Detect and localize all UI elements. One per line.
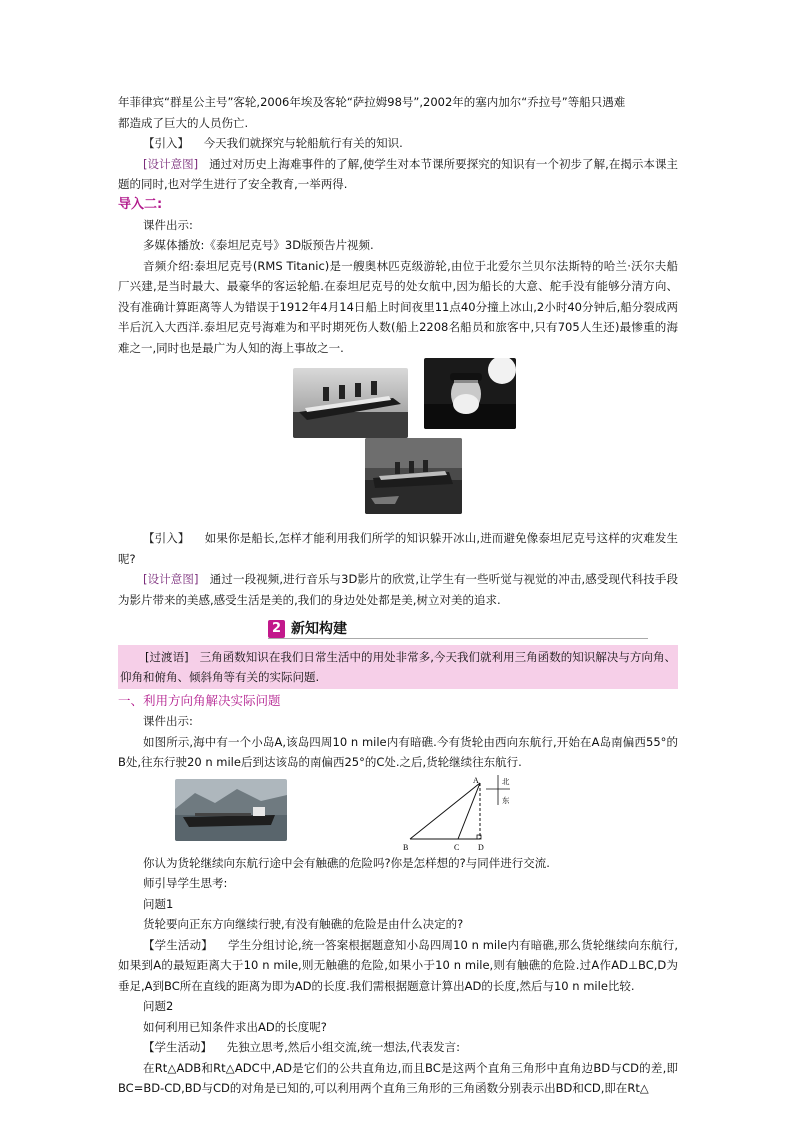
student-activity-text: 先独立思考,然后小组交流,统一想法,代表发言:: [226, 1040, 460, 1054]
audio-intro-paragraph: 音频介绍:泰坦尼克号(RMS Titanic)是一艘奥林匹克级游轮,由位于北爱尔兰贝尔法斯特的哈兰·沃尔夫船厂兴建,是当时最大、最豪华的客运轮船.在泰坦尼克号的处女航中,因为船长的大意、舵手没有能够分清方向、没有准确计算距离等人为错误于1912年4月14日船上时间夜里11点40分撞上冰山,2小时40分钟后,船分裂成两半后沉入大西洋.泰坦尼克号海难为和平时期死伤人数(船上2208名船员和旅客中,只有705人生还)最惨重的海难之一,同时也是最广为人知的海上事故之一.: [118, 258, 678, 355]
paragraph-line: 年菲律宾“群星公主号”客轮,2006年埃及客轮“萨拉姆98号”,2002年的塞内加尔“乔拉号”等船只遇难: [118, 95, 626, 109]
problem-paragraph: 如图所示,海中有一个小岛A,该岛四周10 n mile内有暗礁.今有货轮由西向东航行,开始在A岛南偏西55°的B处,往东行驶20 n mile后到达该岛的南偏西25°的C处.之后,货轮继续往东航行.: [118, 734, 678, 769]
transition-paragraph: [120, 647, 676, 687]
north-label: 北: [502, 776, 510, 786]
question-line: 你认为货轮继续向东航行途中会有触礁的危险吗?你是怎样想的?与同伴进行交流.: [143, 855, 550, 870]
intro-text: 如果你是船长,怎样才能利用我们所学的知识躲开冰山,进而避免像泰坦尼克号这样的灾难发生呢?: [118, 531, 678, 566]
section-banner: [118, 619, 678, 641]
design-intent-text: 通过对历史上海难事件的了解,使学生对本节课所要探究的知识有一个初步了解,在揭示本课主题的同时,也对学生进行了安全教育,一举两得.: [118, 156, 678, 191]
design-intent-paragraph: [118, 154, 678, 195]
intro-paragraph: [118, 528, 678, 569]
titanic-ship-photo: [293, 368, 408, 438]
courseware-label: 课件出示:: [143, 217, 193, 232]
point-b-label: B: [403, 842, 409, 851]
student-activity-tag: 【学生活动】: [143, 937, 213, 952]
problem-figure-row: [118, 775, 678, 851]
transition-text: 三角函数知识在我们日常生活中的用处非常多,今天我们就利用三角函数的知识解决与方向角、仰角和俯角、倾斜角等有关的实际问题.: [120, 650, 676, 684]
titanic-photo-group: [118, 358, 678, 528]
intro-text: 今天我们就探究与轮船航行有关的知识.: [203, 136, 403, 150]
student-activity-text: 学生分组讨论,统一答案根据题意知小岛四周10 n mile内有暗礁,那么货轮继续向东航行,如果到A的最短距离大于10 n mile,则无触礁的危险,如果小于10 n mile,则有触礁的危险.过A作AD⊥BC,D为垂足,A到BC所在直线的距离为即为AD的长度.我们需根据题意计算出AD的长度,然后与10 n mile比较.: [118, 937, 678, 993]
question-one-label: 问题1: [143, 896, 174, 911]
student-activity-tag: 【学生活动】: [143, 1040, 212, 1054]
banner-underline: [268, 638, 648, 639]
point-c-label: C: [454, 842, 460, 851]
question-two-text: 如何利用已知条件求出AD的长度呢?: [143, 1019, 327, 1034]
media-line: 多媒体播放:《泰坦尼克号》3D版预告片视频.: [143, 238, 374, 252]
triangle-diagram: [400, 775, 535, 851]
east-label: 东: [502, 795, 510, 805]
student-activity-paragraph: [118, 1037, 678, 1058]
courseware-label: 课件出示:: [143, 714, 193, 728]
design-intent-tag: [设计意图]: [143, 156, 199, 171]
cargo-ship-photo: [175, 779, 287, 841]
student-activity-paragraph: [118, 935, 678, 997]
point-a-label: A: [473, 775, 479, 785]
question-one-text: 货轮要向正东方向继续行驶,有没有触礁的危险是由什么决定的?: [143, 917, 464, 931]
document-page: [118, 92, 678, 1099]
section-one-heading: 一、利用方向角解决实际问题: [118, 693, 281, 708]
question-two-label: 问题2: [143, 999, 174, 1013]
transition-box: [118, 645, 678, 689]
design-intent-text: 通过一段视频,进行音乐与3D影片的欣赏,让学生有一些听觉与视觉的冲击,感受现代科技手段为影片带来的美感,感受生活是美的,我们的身边处处都是美,树立对美的追求.: [118, 572, 679, 607]
captain-photo: [424, 358, 516, 429]
design-intent-paragraph: [118, 569, 678, 610]
intro-tag: 【引入】: [143, 531, 190, 545]
section-banner-title: 新知构建: [291, 621, 347, 637]
solution-paragraph: 在Rt△ADB和Rt△ADC中,AD是它们的公共直角边,而且BC是这两个直角三角形中直角边BD与CD的差,即BC=BD-CD,BD与CD的对角是已知的,可以利用两个直角三角形的三角函数分别表示出BD和CD,即在Rt△: [118, 1060, 678, 1095]
point-d-label: D: [478, 842, 484, 851]
intro-paragraph: [118, 133, 678, 154]
guide-line: 师引导学生思考:: [143, 876, 228, 890]
design-intent-tag: [设计意图]: [143, 572, 199, 586]
intro-tag: 【引入】: [143, 136, 189, 150]
section-number-badge: 2: [268, 620, 285, 638]
sinking-ship-photo: [365, 438, 462, 514]
transition-tag: [过渡语]: [145, 650, 189, 664]
lead-two-heading: 导入二:: [118, 196, 163, 212]
paragraph-line: 都造成了巨大的人员伤亡.: [118, 115, 249, 130]
